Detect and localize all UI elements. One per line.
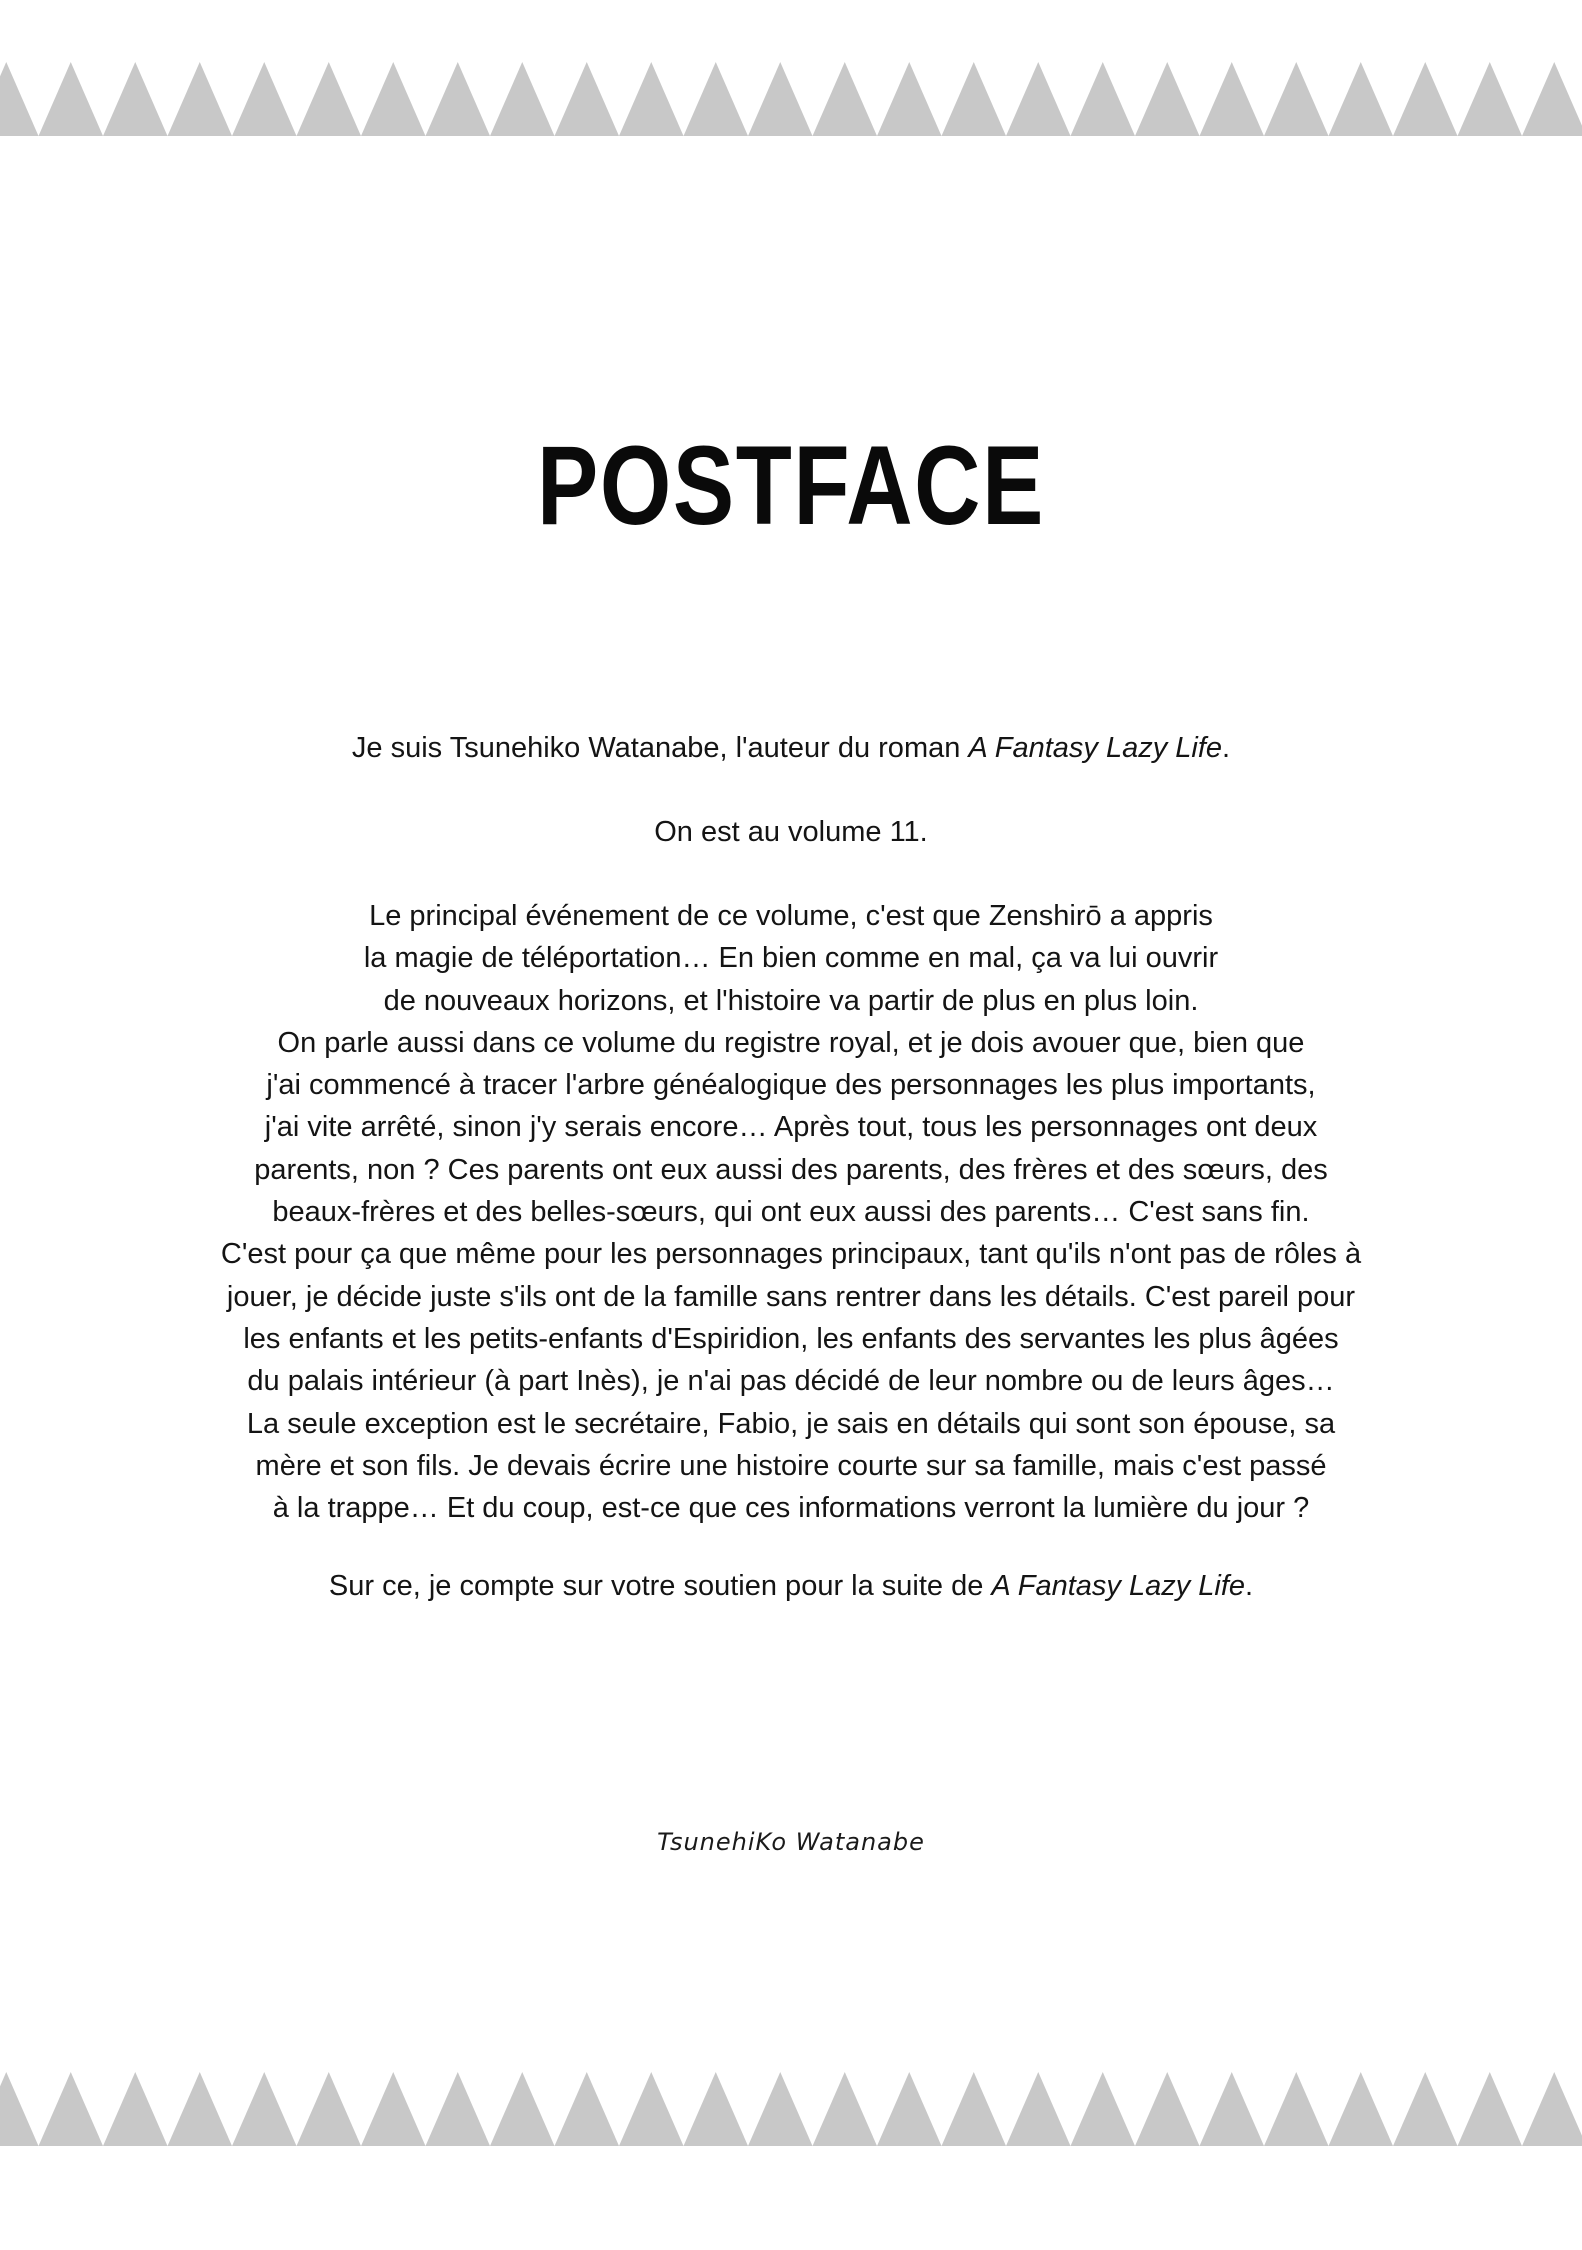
main-line: parents, non ? Ces parents ont eux aussi des parents, des frères et des sœurs, des	[254, 1153, 1328, 1186]
bottom-triangle-border	[0, 2072, 1582, 2146]
border-triangle	[168, 2072, 233, 2146]
main-line: beaux-frères et des belles-sœurs, qui ont eux aussi des parents… C'est sans fin.	[272, 1196, 1310, 1229]
border-triangle	[684, 2072, 749, 2146]
main-line: On parle aussi dans ce volume du registre royal, et je dois avouer que, bien que	[277, 1026, 1305, 1059]
border-triangle	[877, 2072, 942, 2146]
border-triangle	[619, 2072, 684, 2146]
border-triangle	[813, 2072, 878, 2146]
border-triangle	[1522, 2072, 1582, 2146]
border-triangle	[813, 62, 878, 136]
border-triangle	[1071, 62, 1136, 136]
main-line: jouer, je décide juste s'ils ont de la famille sans rentrer dans les détails. C'est pareil pour	[226, 1280, 1356, 1313]
main-line: Le principal événement de ce volume, c'est que Zenshirō a appris	[369, 900, 1213, 932]
outro-text-before: Sur ce, je compte sur votre soutien pour la suite de	[328, 1570, 992, 1602]
main-line: la magie de téléportation… En bien comme en mal, ça va lui ouvrir	[363, 942, 1219, 975]
border-triangle	[0, 2072, 39, 2146]
border-triangle	[297, 62, 362, 136]
border-triangle	[877, 62, 942, 136]
border-triangle	[232, 2072, 297, 2146]
border-triangle	[1329, 62, 1394, 136]
border-triangle	[103, 62, 168, 136]
border-triangle	[684, 62, 749, 136]
border-triangle	[1135, 62, 1200, 136]
border-triangle	[619, 62, 684, 136]
border-triangle	[39, 2072, 104, 2146]
border-triangle	[555, 2072, 620, 2146]
main-line: C'est pour ça que même pour les personnages principaux, tant qu'ils n'ont pas de rôles à	[220, 1238, 1362, 1271]
border-triangle	[748, 2072, 813, 2146]
volume-paragraph	[80, 811, 1502, 853]
border-triangle	[39, 62, 104, 136]
top-border-pattern	[0, 62, 1582, 136]
main-line: les enfants et les petits-enfants d'Espiridion, les enfants des servantes les plus âgées	[243, 1322, 1339, 1355]
main-paragraph	[80, 895, 1502, 1529]
border-triangle	[0, 62, 39, 136]
bottom-border-pattern	[0, 2072, 1582, 2146]
border-triangle	[103, 2072, 168, 2146]
border-triangle	[1071, 2072, 1136, 2146]
main-line: de nouveaux horizons, et l'histoire va partir de plus en plus loin.	[383, 984, 1199, 1017]
border-triangle	[1264, 62, 1329, 136]
border-triangle	[1458, 62, 1523, 136]
border-triangle	[361, 62, 426, 136]
border-triangle	[490, 62, 555, 136]
border-triangle	[426, 2072, 491, 2146]
border-triangle	[1393, 2072, 1458, 2146]
border-triangle	[1006, 62, 1071, 136]
border-triangle	[232, 62, 297, 136]
outro-text-after: .	[1245, 1570, 1254, 1602]
main-line: du palais intérieur (à part Inès), je n'ai pas décidé de leur nombre ou de leurs âges…	[247, 1365, 1335, 1398]
intro-text-before: Je suis Tsunehiko Watanabe, l'auteur du roman	[351, 732, 969, 764]
outro-paragraph	[80, 1565, 1502, 1607]
border-triangle	[555, 62, 620, 136]
outro-book-title: A Fantasy Lazy Life	[991, 1570, 1246, 1602]
author-signature: TsunehiKo Watanabe	[657, 1828, 925, 1856]
border-triangle	[748, 62, 813, 136]
border-triangle	[1458, 2072, 1523, 2146]
border-triangle	[1200, 62, 1265, 136]
intro-paragraph	[80, 727, 1502, 769]
volume-line: On est au volume 11.	[654, 816, 928, 848]
main-line: La seule exception est le secrétaire, Fabio, je sais en détails qui sont son épouse, sa	[246, 1407, 1336, 1440]
border-triangle	[297, 2072, 362, 2146]
border-triangle	[1264, 2072, 1329, 2146]
main-line: mère et son fils. Je devais écrire une histoire courte sur sa famille, mais c'est passé	[255, 1449, 1327, 1482]
border-triangle	[490, 2072, 555, 2146]
border-triangle	[426, 62, 491, 136]
top-triangle-border	[0, 62, 1582, 136]
page-title: POSTFACE	[536, 423, 1046, 548]
intro-book-title: A Fantasy Lazy Life	[968, 732, 1223, 764]
border-triangle	[1200, 2072, 1265, 2146]
border-triangle	[361, 2072, 426, 2146]
main-line: j'ai commencé à tracer l'arbre généalogique des personnages les plus importants,	[266, 1069, 1316, 1102]
main-line: à la trappe… Et du coup, est-ce que ces informations verront la lumière du jour ?	[272, 1492, 1310, 1525]
border-triangle	[942, 2072, 1007, 2146]
border-triangle	[1522, 62, 1582, 136]
border-triangle	[1006, 2072, 1071, 2146]
main-line: j'ai vite arrêté, sinon j'y serais encore… Après tout, tous les personnages ont deux	[264, 1111, 1318, 1144]
intro-text-after: .	[1222, 732, 1231, 764]
border-triangle	[1135, 2072, 1200, 2146]
border-triangle	[1393, 62, 1458, 136]
border-triangle	[1329, 2072, 1394, 2146]
border-triangle	[168, 62, 233, 136]
border-triangle	[942, 62, 1007, 136]
